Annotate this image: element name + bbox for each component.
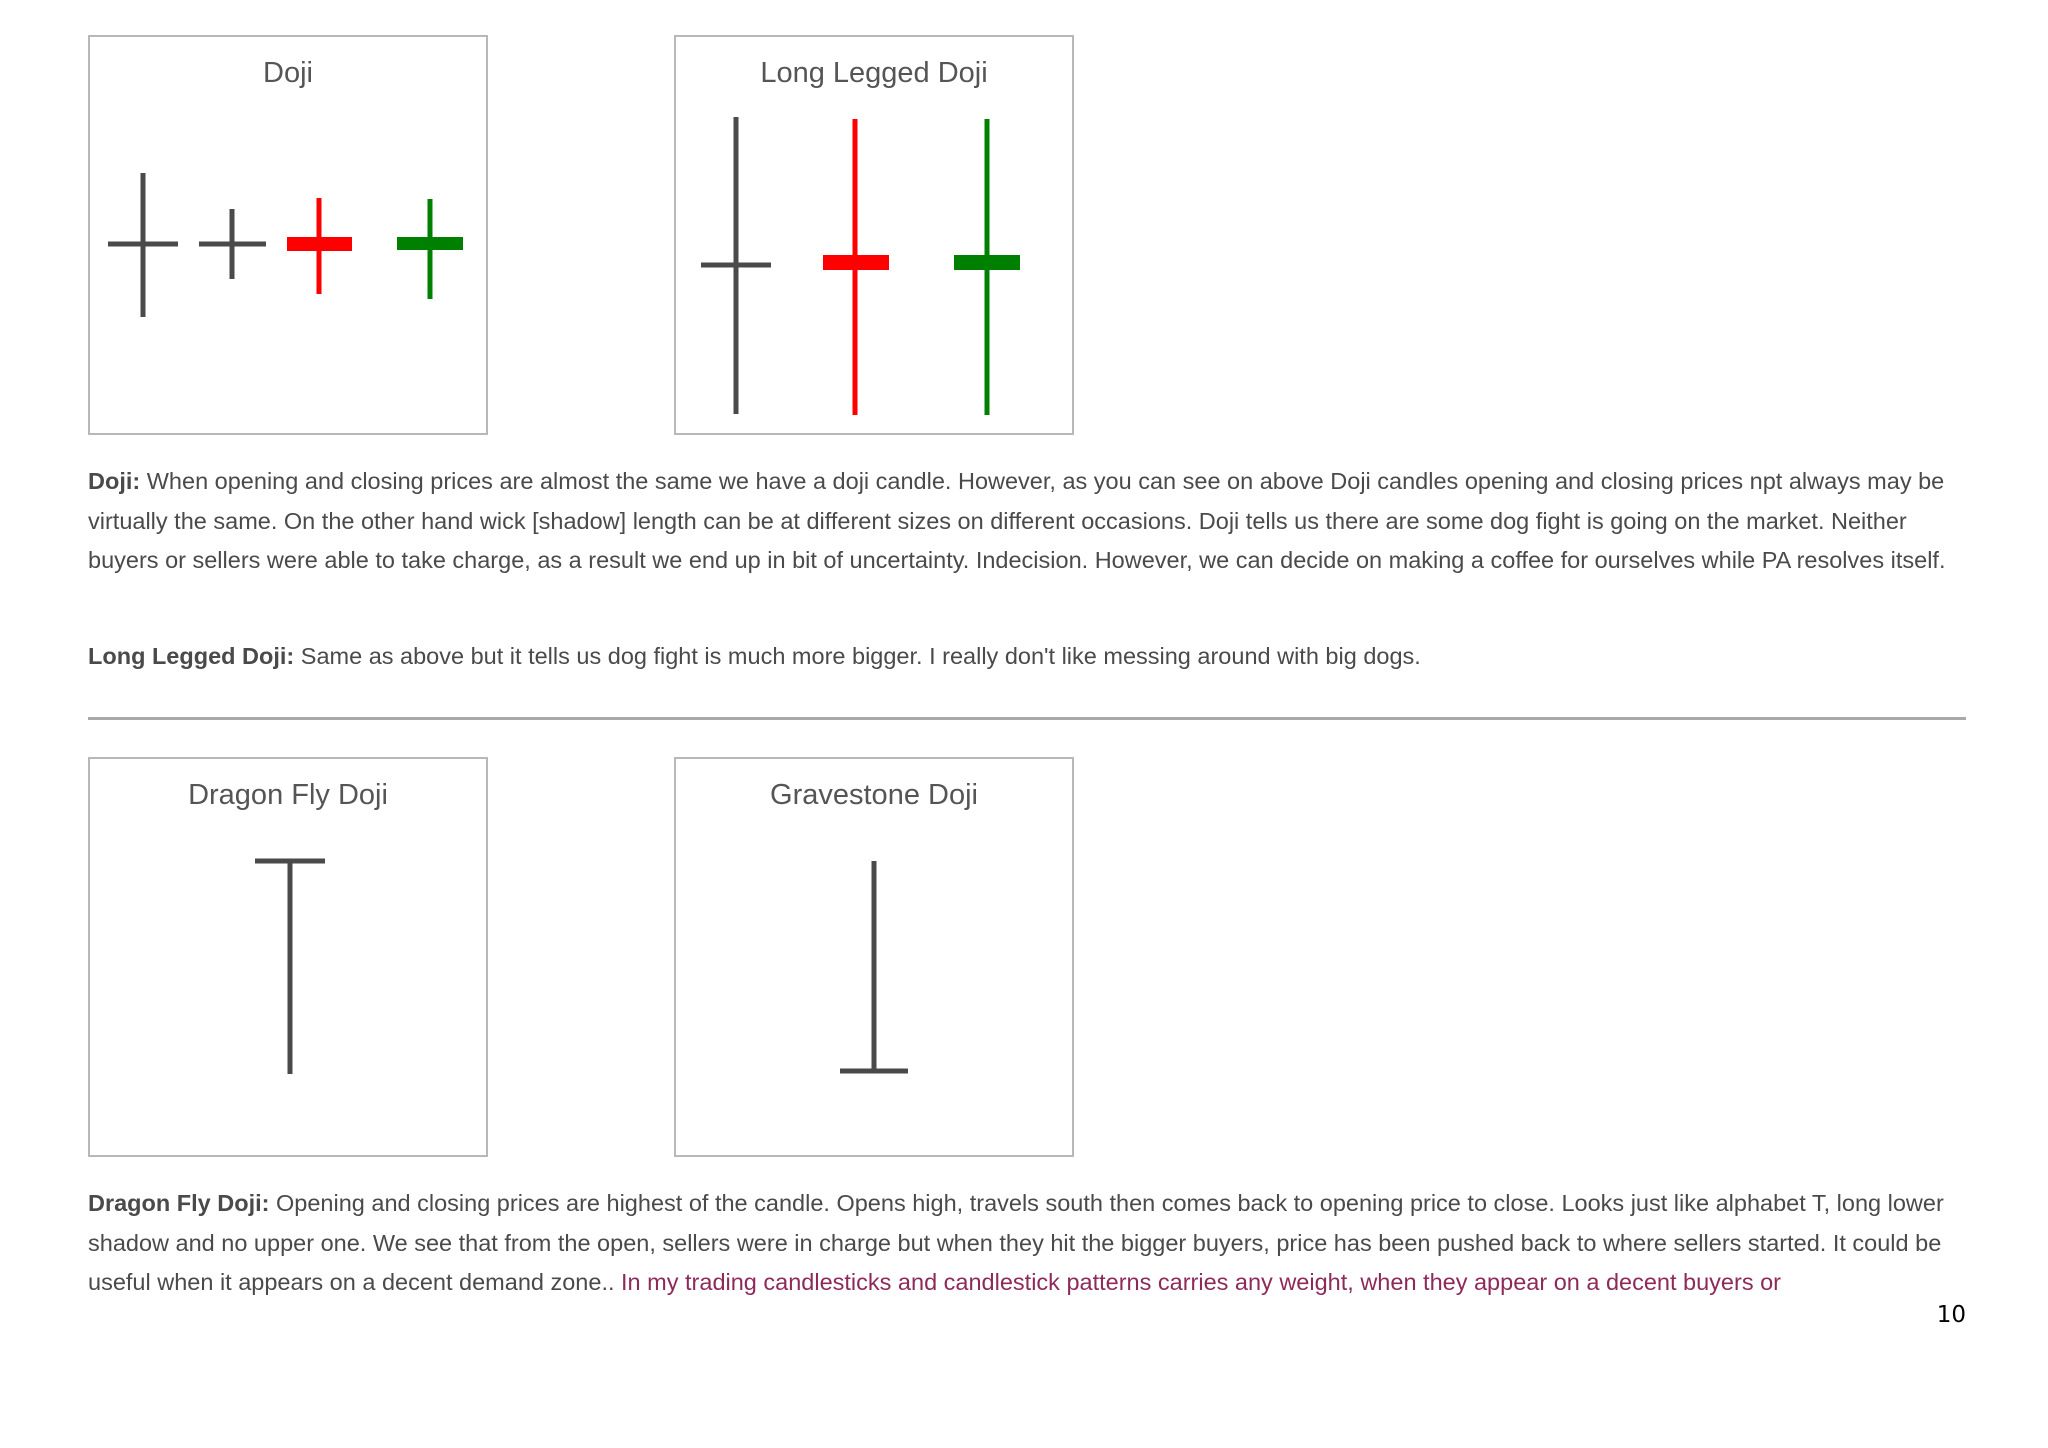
long-legged-doji-figure bbox=[674, 35, 1074, 435]
doji-figure bbox=[88, 35, 488, 435]
trading-note-highlight: In my trading candlesticks and candlestick patterns carries any weight, when they appear on a decent buyers or bbox=[621, 1269, 1781, 1295]
dragon-fly-doji-term: Dragon Fly Doji: bbox=[88, 1190, 270, 1216]
long-legged-red-candle bbox=[823, 119, 889, 415]
gravestone-doji-figure-title: Gravestone Doji bbox=[770, 779, 978, 811]
dragon-fly-doji-description-text: Opening and closing prices are highest of the candle. Opens high, travels south then comes back to opening price to close. Looks just like alphabet T, long lower shadow and no upper one. We see that from the open, sellers were in charge but when they hit the bigger buyers, price has been pushed back to where sellers started. It could be useful when it appears on a decent demand zone.. bbox=[88, 1190, 1944, 1295]
doji-figure-title: Doji bbox=[263, 57, 313, 89]
gravestone-doji-illustration bbox=[676, 759, 1072, 1155]
doji-gray-large-candle bbox=[108, 173, 178, 317]
long-legged-green-candle bbox=[954, 119, 1020, 415]
dragon-fly-doji-description bbox=[88, 1184, 1968, 1303]
gravestone-gray-candle bbox=[840, 861, 908, 1071]
doji-description-text: When opening and closing prices are almost the same we have a doji candle. However, as you can see on above Doji candles opening and closing prices npt always may be virtually the same. On the other hand wick [shadow] length can be at different sizes on different occasions. Doji tells us there are some dog fight is going on the market. Neither buyers or sellers were able to take charge, as a result we end up in bit of uncertainty. Indecision. However, we can decide on making a coffee for ourselves while PA resolves itself. bbox=[88, 468, 1946, 573]
long-legged-doji-description-text: Same as above but it tells us dog fight is much more bigger. I really don't like messing around with big dogs. bbox=[294, 643, 1421, 669]
long-legged-doji-figure-title: Long Legged Doji bbox=[760, 57, 988, 89]
doji-candles-illustration bbox=[90, 37, 486, 433]
long-legged-doji-description bbox=[88, 637, 1968, 677]
long-legged-doji-candles-illustration bbox=[676, 37, 1072, 433]
long-legged-gray-candle bbox=[701, 117, 771, 414]
dragon-fly-doji-figure-title: Dragon Fly Doji bbox=[188, 779, 388, 811]
dragon-fly-doji-figure bbox=[88, 757, 488, 1157]
doji-gray-small-candle bbox=[199, 209, 266, 279]
doji-term: Doji: bbox=[88, 468, 141, 494]
dragon-fly-gray-candle bbox=[255, 861, 325, 1074]
long-legged-doji-term: Long Legged Doji: bbox=[88, 643, 295, 669]
doji-red-candle bbox=[287, 198, 352, 294]
section-divider bbox=[88, 717, 1966, 720]
doji-green-candle bbox=[397, 199, 463, 299]
gravestone-doji-figure bbox=[674, 757, 1074, 1157]
dragon-fly-doji-illustration bbox=[90, 759, 486, 1155]
page-number: 10 bbox=[1936, 1302, 1966, 1328]
doji-description bbox=[88, 462, 1968, 581]
